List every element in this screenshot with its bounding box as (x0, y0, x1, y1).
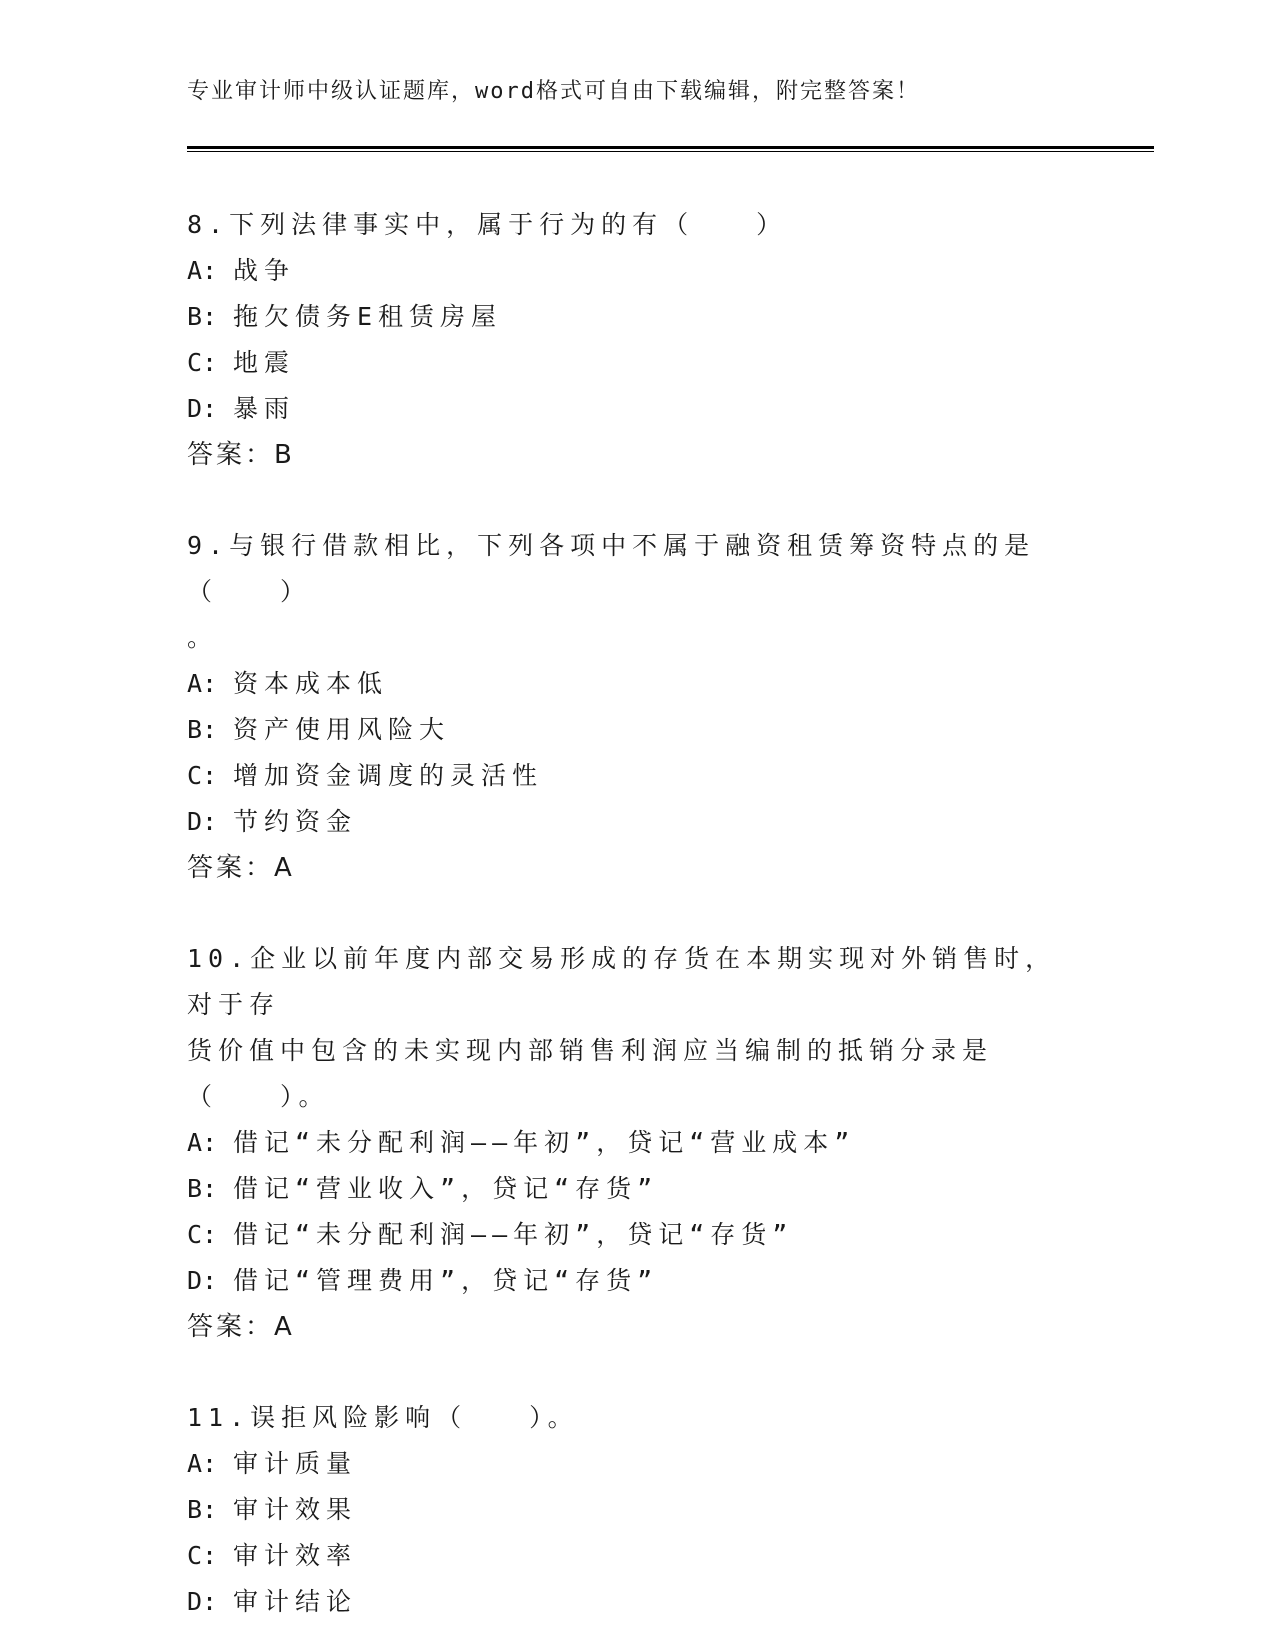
option-text: 借记“未分配利润——年初”，贷记“存货” (233, 1220, 794, 1249)
option-c (187, 1533, 1087, 1579)
option-c (187, 1212, 1087, 1258)
option-letter: B: (187, 715, 218, 744)
spacer (187, 1350, 1087, 1395)
option-text: 地震 (233, 348, 296, 377)
option-b (187, 1166, 1087, 1212)
spacer (187, 478, 1087, 523)
document-header: 专业审计师中级认证题库，word格式可自由下载编辑，附完整答案！ (187, 79, 920, 104)
header-rule-thick (187, 146, 1154, 149)
question-stem-continued: 。 (187, 623, 219, 652)
option-b (187, 707, 1087, 753)
header-rule-thin (187, 151, 1154, 152)
option-c (187, 753, 1087, 799)
option-text: 审计效果 (233, 1495, 358, 1524)
option-b (187, 1487, 1087, 1533)
option-letter: D: (187, 807, 218, 836)
option-text: 暴雨 (233, 394, 296, 423)
option-text: 借记“未分配利润——年初”，贷记“营业成本” (233, 1128, 856, 1157)
question-8 (187, 202, 1087, 478)
option-a (187, 1441, 1087, 1487)
option-d (187, 386, 1087, 432)
option-letter: C: (187, 761, 218, 790)
option-b (187, 294, 1087, 340)
option-letter: A: (187, 669, 218, 698)
option-letter: D: (187, 1587, 218, 1616)
option-text: 借记“营业收入”，贷记“存货” (233, 1174, 659, 1203)
option-text: 战争 (233, 256, 296, 285)
option-letter: A: (187, 1449, 218, 1478)
option-text: 节约资金 (233, 807, 358, 836)
option-letter: C: (187, 1541, 218, 1570)
option-letter: D: (187, 1266, 218, 1295)
spacer (187, 891, 1087, 936)
question-stem: 10.企业以前年度内部交易形成的存货在本期实现对外销售时，对于存 (187, 944, 1057, 1019)
question-stem: 11.误拒风险影响（ ）。 (187, 1403, 579, 1432)
question-stem-continued: 货价值中包含的未实现内部销售利润应当编制的抵销分录是（ ）。 (187, 1036, 994, 1111)
option-letter: A: (187, 1128, 218, 1157)
answer-line: 答案：B (187, 440, 295, 470)
answer-line: 答案：A (187, 1312, 295, 1342)
option-letter: C: (187, 1220, 218, 1249)
question-9 (187, 523, 1087, 891)
option-text: 借记“管理费用”，贷记“存货” (233, 1266, 659, 1295)
option-text: 审计结论 (233, 1587, 358, 1616)
option-text: 审计效率 (233, 1541, 358, 1570)
question-stem: 8.下列法律事实中，属于行为的有（ ） (187, 210, 788, 239)
question-list (187, 202, 1087, 1625)
answer-line: 答案：A (187, 853, 295, 883)
option-text: 资产使用风险大 (233, 715, 451, 744)
option-c (187, 340, 1087, 386)
option-d (187, 1579, 1087, 1625)
option-a (187, 661, 1087, 707)
option-text: 资本成本低 (233, 669, 389, 698)
question-11 (187, 1395, 1087, 1625)
option-text: 审计质量 (233, 1449, 358, 1478)
option-letter: B: (187, 1174, 218, 1203)
option-letter: B: (187, 1495, 218, 1524)
option-letter: C: (187, 348, 218, 377)
option-letter: A: (187, 256, 218, 285)
option-d (187, 1258, 1087, 1304)
option-a (187, 248, 1087, 294)
question-stem: 9.与银行借款相比，下列各项中不属于融资租赁筹资特点的是（ ） (187, 531, 1036, 606)
option-text: 增加资金调度的灵活性 (233, 761, 544, 790)
option-text: 拖欠债务E租赁房屋 (233, 302, 503, 331)
option-letter: D: (187, 394, 218, 423)
option-d (187, 799, 1087, 845)
option-letter: B: (187, 302, 218, 331)
option-a (187, 1120, 1087, 1166)
question-10 (187, 936, 1087, 1350)
